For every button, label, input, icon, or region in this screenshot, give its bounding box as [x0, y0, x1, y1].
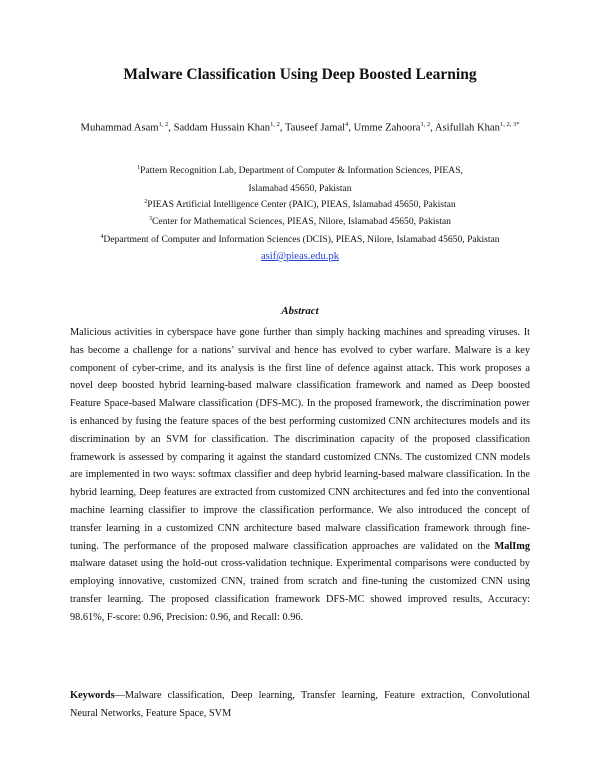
affiliation-text: Pattern Recognition Lab, Department of Computer & Information Sciences, PIEAS, — [140, 165, 463, 177]
author-separator: , — [348, 122, 354, 134]
author-affil-marker: 1, 2, 3* — [499, 121, 520, 128]
affiliation-marker: 3 — [149, 216, 153, 222]
affiliation-marker: 1 — [137, 165, 141, 171]
keywords-label: Keywords — [70, 690, 115, 701]
keywords-section — [70, 687, 530, 723]
abstract-text-part-1: Malicious activities in cyberspace have gone further than simply hacking machines and spreading viruses. It has become a challenge for a nations’ survival and hence has evolved to cyber warfare. Malware is a key component of cyber-crime, and its analysis is the first line of defence against attack. This work proposes a novel deep boosted hybrid learning-based malware classification framework and named as Deep boosted Feature Space-based Malware classification (DFS-MC). In the proposed framework, the discrimination power is enhanced by fusing the feature spaces of the best performing customized CNN architectures models and its discrimination by an SVM for classification. The discrimination capacity of the proposed classification framework is assessed by comparing it against the standard customized CNNs. The customized CNN models are implemented in two ways: softmax classifier and deep hybrid learning-based malware classification. In the hybrid learning, Deep features are extracted from customized CNN architectures and fed into the conventional machine learning classifier to improve the classification performance. We also introduced the concept of transfer learning in a customized CNN architecture based malware classification framework through fine-tuning. The performance of the proposed malware classification approaches are validated on the — [70, 327, 530, 552]
author-separator: , — [168, 122, 174, 134]
dataset-name: MalImg — [494, 540, 530, 552]
author-name: Saddam Hussain Khan — [173, 122, 271, 134]
affiliation-text: PIEAS Artificial Intelligence Center (PAIC), PIEAS, Islamabad 45650, Pakistan — [147, 199, 456, 211]
abstract-body — [70, 324, 530, 627]
author-affil-marker: 1, 2 — [158, 121, 169, 128]
author-affil-marker: 1, 2 — [270, 121, 280, 128]
author-name: Asifullah Khan — [434, 122, 500, 134]
author-name: Tauseef Jamal — [284, 122, 346, 134]
author-name: Muhammad Asam — [80, 122, 159, 134]
affiliation-2 — [0, 199, 600, 210]
affiliation-text: Center for Mathematical Sciences, PIEAS, Nilore, Islamabad 45650, Pakistan — [152, 216, 451, 228]
affiliation-1 — [0, 165, 600, 176]
author-affil-marker: 4 — [345, 121, 349, 128]
affiliation-3 — [0, 216, 600, 227]
paper-title: Malware Classification Using Deep Boosted Learning — [123, 66, 477, 83]
author-separator: , — [279, 122, 285, 134]
keywords-dash: — — [114, 690, 125, 701]
abstract-heading: Abstract — [281, 305, 319, 317]
author-email-link[interactable]: asif@pieas.edu.pk — [260, 251, 339, 262]
affiliation-marker: 2 — [144, 199, 148, 205]
abstract-text-part-2: malware dataset using the hold-out cross-validation technique. Experimental comparisons were conducted by employing innovative, customized CNN, trained from scratch and fine-tuning the customized CNN using transfer learning. The proposed classification framework DFS-MC showed improved results, Accuracy: 98.61%, F-score: 0.96, Precision: 0.96, and Recall: 0.96. — [70, 558, 530, 623]
author-affil-marker: 1, 2 — [420, 121, 431, 128]
author-name: Umme Zahoora — [353, 122, 421, 134]
author-list — [0, 121, 600, 134]
affiliation-1-line-2: Islamabad 45650, Pakistan — [248, 183, 352, 194]
author-separator: , — [430, 122, 435, 134]
affiliation-text: Department of Computer and Information Sciences (DCIS), PIEAS, Nilore, Islamabad 45650, Pakistan — [103, 234, 500, 246]
keywords-text: Malware classification, Deep learning, Transfer learning, Feature extraction, Convolutional Neural Networks, Feature Space, SVM — [70, 690, 530, 719]
affiliation-4 — [0, 234, 600, 245]
affiliation-marker: 4 — [100, 234, 104, 240]
